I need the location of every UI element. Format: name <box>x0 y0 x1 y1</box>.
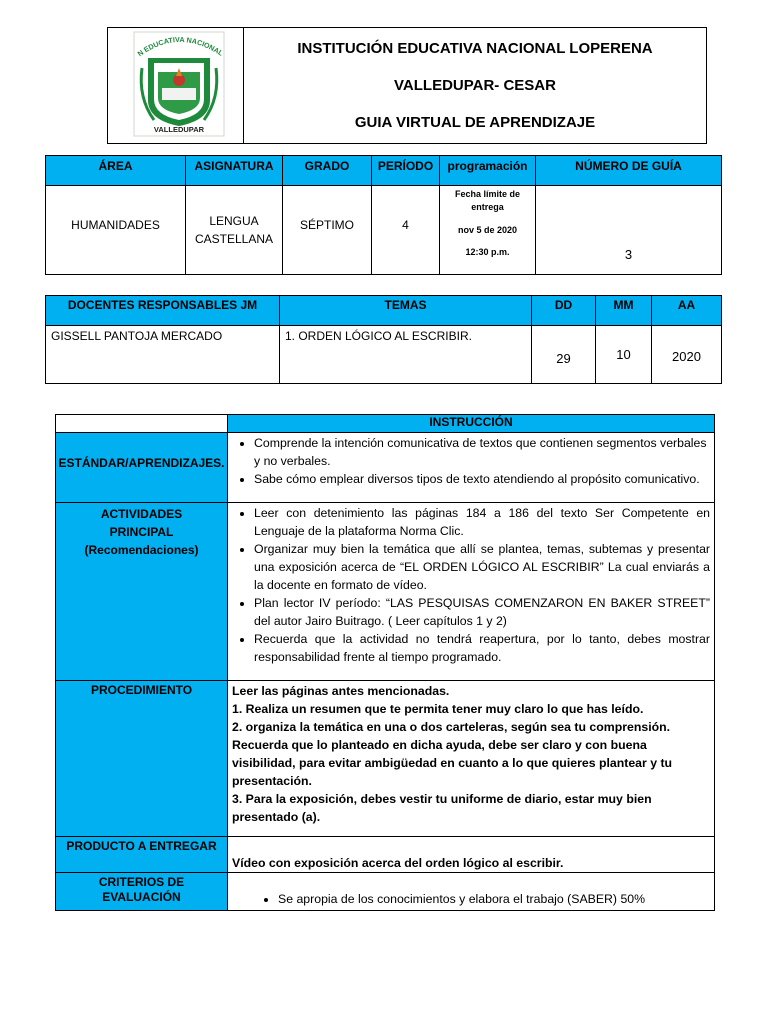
area-value: HUMANIDADES <box>46 186 186 275</box>
estandar-label: ESTÁNDAR/APRENDIZAJES. <box>56 433 228 503</box>
header-temas: TEMAS <box>280 296 532 326</box>
actividad-item: • Leer con detenimiento las páginas 184 a 186 del texto Ser Competente en Lenguaje de la plataforma Norma Clic. <box>254 504 710 540</box>
estandar-list <box>228 434 710 488</box>
procedimiento-line: Leer las páginas antes mencionadas. <box>232 684 450 698</box>
header-asignatura: ASIGNATURA <box>186 156 283 186</box>
estandar-item: • Comprende la intención comunicativa de textos que contienen segmentos verbales y no verbales. <box>254 434 710 470</box>
producto-value: Vídeo con exposición acerca del orden lógico al escribir. <box>228 837 715 873</box>
instruction-corner <box>56 415 228 433</box>
header-aa: AA <box>652 296 722 326</box>
teacher-topic-table <box>45 295 722 384</box>
instruction-table <box>55 414 715 911</box>
asignatura-line-2: CASTELLANA <box>194 232 274 246</box>
procedimiento-line: 1. Realiza un resumen que te permita tener muy claro lo que has leído. <box>232 702 644 716</box>
actividades-label-line-3: (Recomendaciones) <box>84 543 199 557</box>
header-mm: MM <box>596 296 652 326</box>
header-title-cell <box>244 28 707 144</box>
procedimiento-line: 2. organiza la temática en una o dos carteleras, según sea tu comprensión. <box>232 720 671 734</box>
actividades-label-line-2: PRINCIPAL <box>109 525 174 539</box>
header-grado: GRADO <box>283 156 372 186</box>
criterios-content <box>228 873 715 911</box>
estandar-item: • Sabe cómo emplear diversos tipos de texto atendiendo al propósito comunicativo. <box>254 470 710 488</box>
actividades-label-line-1: ACTIVIDADES <box>100 507 183 521</box>
producto-label: PRODUCTO A ENTREGAR <box>56 837 228 873</box>
logo-bottom-text: VALLEDUPAR <box>153 125 205 134</box>
tema-value: 1. ORDEN LÓGICO AL ESCRIBIR. <box>280 326 532 384</box>
header-area: ÁREA <box>46 156 186 186</box>
asignatura-line-1: LENGUA <box>209 214 259 228</box>
header-docentes: DOCENTES RESPONSABLES JM <box>46 296 280 326</box>
actividad-item: • Recuerda que la actividad no tendrá reapertura, por lo tanto, debes mostrar responsabilidad frente al tiempo programado. <box>254 630 710 666</box>
dd-value: 29 <box>532 326 596 384</box>
logo-year: 1962 <box>173 120 185 126</box>
procedimiento-line: Recuerda que lo planteado en dicha ayuda, debe ser claro y con buena visibilidad, para evitar ambigüedad en cuanto a lo que quieres plantear y tu presentación. <box>232 738 673 788</box>
numero-guia-value: 3 <box>536 186 722 275</box>
document-title: GUIA VIRTUAL DE APRENDIZAJE <box>354 113 596 131</box>
docente-value: GISSELL PANTOJA MERCADO <box>46 326 280 384</box>
prog-line-1: Fecha límite de <box>454 189 521 199</box>
criterios-list <box>252 890 714 908</box>
header-numero-guia: NÚMERO DE GUÍA <box>536 156 722 186</box>
criterios-label <box>56 873 228 911</box>
aa-value: 2020 <box>652 326 722 384</box>
logo-cell <box>108 28 244 144</box>
procedimiento-label: PROCEDIMIENTO <box>56 681 228 837</box>
prog-line-2: entrega <box>471 202 504 212</box>
institution-name: INSTITUCIÓN EDUCATIVA NACIONAL LOPERENA <box>297 39 653 57</box>
prog-line-3: nov 5 de 2020 <box>457 225 518 235</box>
prog-line-4: 12:30 p.m. <box>465 247 510 257</box>
city-name: VALLEDUPAR- CESAR <box>394 76 556 94</box>
school-logo <box>108 28 243 138</box>
instruccion-header: INSTRUCCIÓN <box>228 415 715 433</box>
header-dd: DD <box>532 296 596 326</box>
actividad-item: • Plan lector IV período: “LAS PESQUISAS COMENZARON EN BAKER STREET” del autor Jairo Buitrago. ( Leer capítulos 1 y 2) <box>254 594 710 630</box>
procedimiento-content <box>228 681 715 837</box>
estandar-content <box>228 433 715 503</box>
actividades-list <box>228 504 710 666</box>
mm-value: 10 <box>596 326 652 384</box>
actividad-item: • Organizar muy bien la temática que allí se plantea, temas, subtemas y presentar una exposición acerca de “EL ORDEN LÓGICO AL ESCRIBIR” La cual enviarás a la docente en formato de vídeo. <box>254 540 710 594</box>
procedimiento-line: 3. Para la exposición, debes vestir tu uniforme de diario, estar muy bien presentado (a). <box>232 792 652 824</box>
header-programacion: programación <box>440 156 536 186</box>
course-info-table <box>45 155 722 275</box>
grado-value: SÉPTIMO <box>283 186 372 275</box>
header-table <box>107 27 707 144</box>
logo-arc-text: N EDUCATIVA NACIONAL <box>135 34 225 59</box>
programacion-value <box>440 186 536 275</box>
periodo-value: 4 <box>372 186 440 275</box>
actividades-content <box>228 503 715 681</box>
actividades-label <box>56 503 228 681</box>
asignatura-value <box>186 186 283 275</box>
header-periodo: PERÍODO <box>372 156 440 186</box>
criterio-item: • Se apropia de los conocimientos y elabora el trabajo (SABER) 50% <box>278 890 714 908</box>
criterios-label-line-1: CRITERIOS DE <box>98 875 185 889</box>
criterios-label-line-2: EVALUACIÓN <box>102 890 181 904</box>
